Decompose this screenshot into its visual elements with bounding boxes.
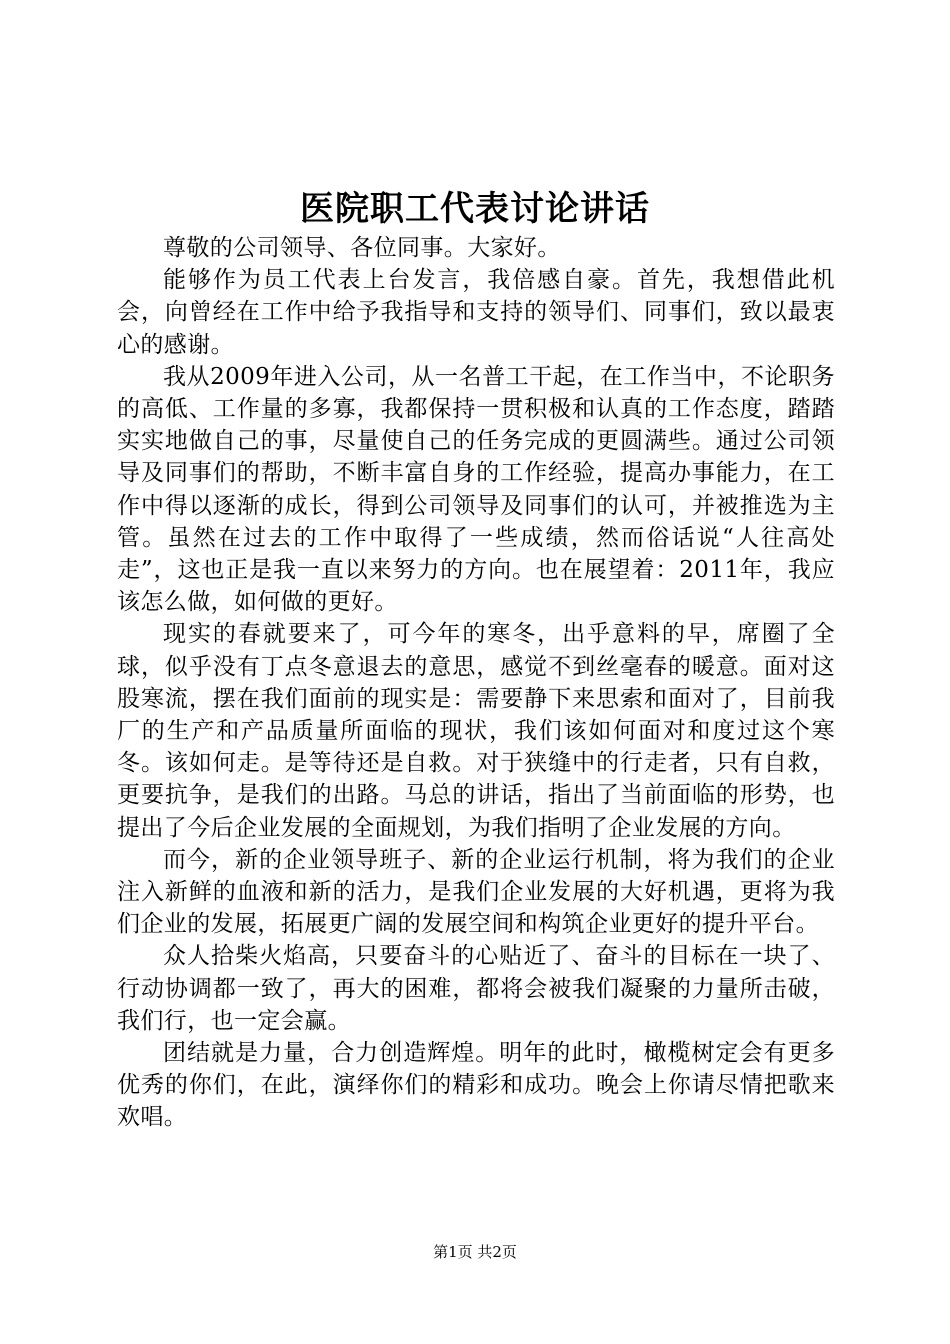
paragraph-thanks: 能够作为员工代表上台发言，我倍感自豪。首先，我想借此机会，向曾经在工作中给予我指导和支持的领导们、同事们，致以最衷心的感谢。 [117,267,835,358]
page-number-footer: 第1页 共2页 [433,1243,517,1261]
paragraph-unity: 众人拾柴火焰高，只要奋斗的心贴近了、奋斗的目标在一块了、行动协调都一致了，再大的困难，都将会被我们凝聚的力量所击破，我们行，也一定会赢。 [117,943,835,1034]
paragraph-winter: 现实的春就要来了，可今年的寒冬，出乎意料的早，席圈了全球，似乎没有丁点冬意退去的意思，感觉不到丝毫春的暖意。面对这股寒流，摆在我们面前的现实是：需要静下来思索和面对了，目前我厂的生产和产品质量所面临的现状，我们该如何面对和度过这个寒冬。该如何走。是等待还是自救。对于狭缝中的行走者，只有自救，更要抗争，是我们的出路。马总的讲话，指出了当前面临的形势，也提出了今后企业发展的全面规划，为我们指明了企业发展的方向。 [117,621,835,841]
paragraph-greeting: 尊敬的公司领导、各位同事。大家好。 [163,235,561,261]
paragraph-closing: 团结就是力量，合力创造辉煌。明年的此时，橄榄树定会有更多优秀的你们，在此，演绎你们的精彩和成功。晚会上你请尽情把歌来欢唱。 [117,1040,835,1131]
document-body [117,232,835,1134]
paragraph-new-leadership: 而今，新的企业领导班子、新的企业运行机制，将为我们的企业注入新鲜的血液和新的活力，是我们企业发展的大好机遇，更将为我们企业的发展，拓展更广阔的发展空间和构筑企业更好的提升平台。 [117,846,835,938]
document-title: 医院职工代表讨论讲话 [300,189,650,229]
paragraph-experience: 我从2009年进入公司，从一名普工干起，在工作当中，不论职务的高低、工作量的多寡，我都保持一贯积极和认真的工作态度，踏踏实实地做自己的事，尽量使自己的任务完成的更圆满些。通过公司领导及同事们的帮助，不断丰富自身的工作经验，提高办事能力，在工作中得以逐渐的成长，得到公司领导及同事们的认可，并被推选为主管。虽然在过去的工作中取得了一些成绩，然而俗话说“人往高处走”，这也正是我一直以来努力的方向。也在展望着：2011年，我应该怎么做，如何做的更好。 [117,363,835,616]
